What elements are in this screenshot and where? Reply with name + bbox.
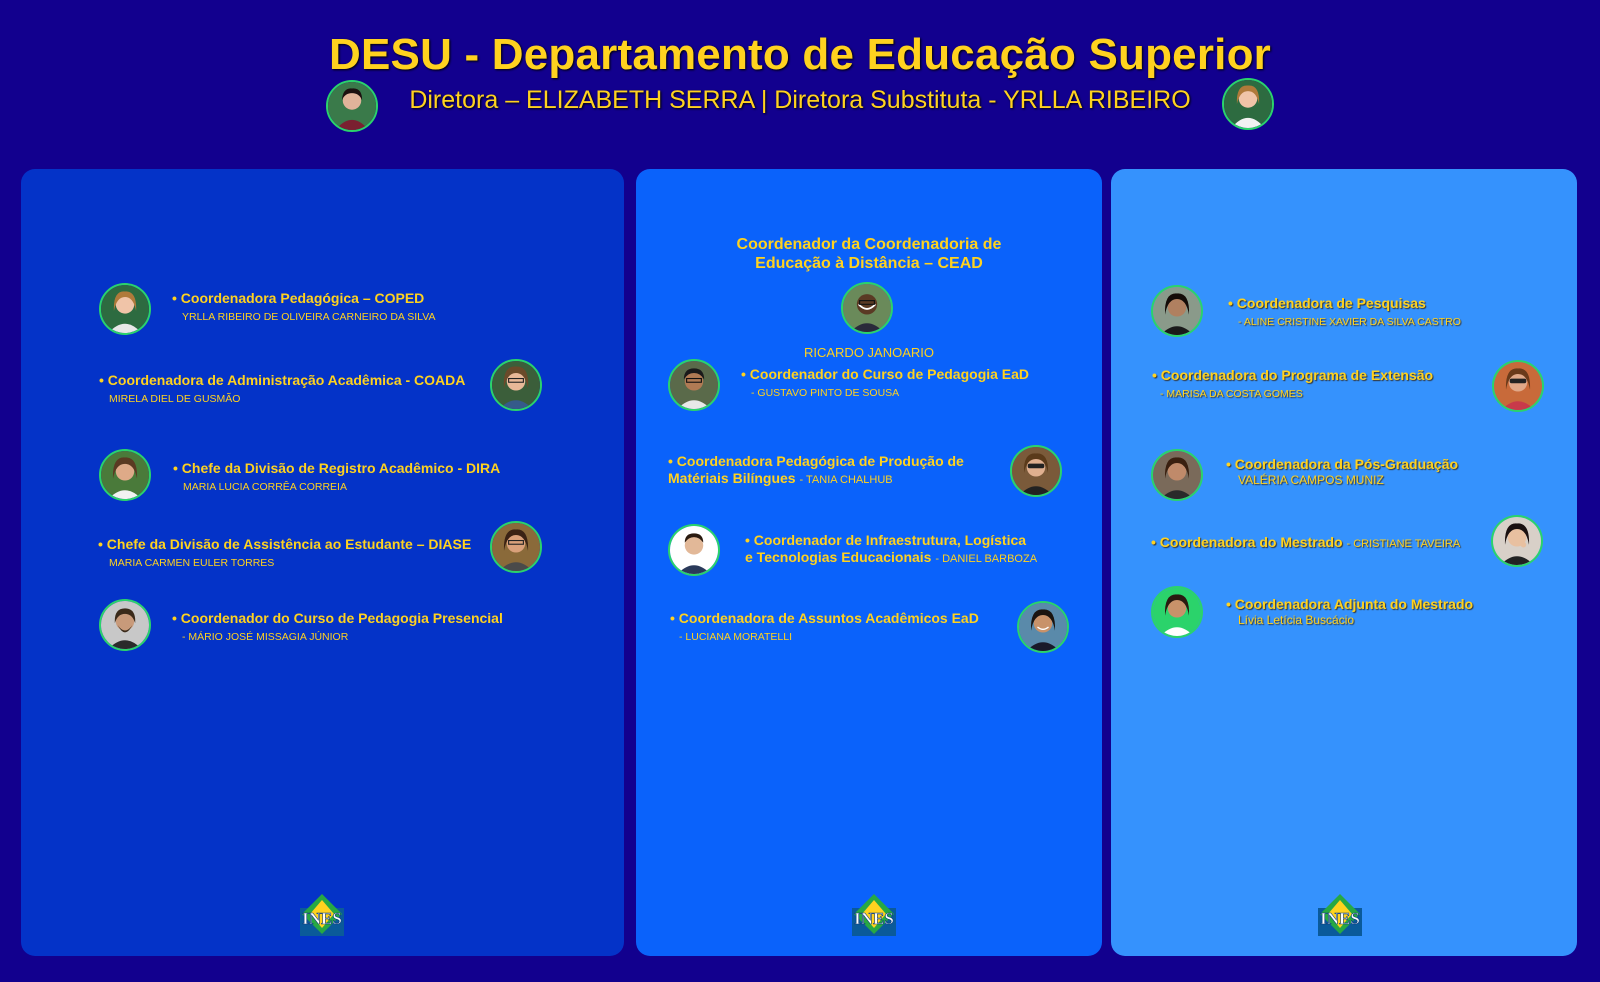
ines-logo [298,894,346,938]
coped-role: • Coordenadora Pedagógica – COPED [172,290,425,306]
pos-graduacao-role: • Coordenadora da Pós-Graduação [1226,456,1459,472]
substitute-director-avatar [1222,78,1274,130]
bilingues-name: - TANIA CHALHUB [799,474,893,486]
infraestrutura-role-line1: • Coordenador de Infraestrutura, Logística [745,532,1027,548]
cead-coordinator-name: RICARDO JANOARIO [803,345,934,360]
extensao-avatar [1492,360,1544,412]
diase-avatar [490,521,542,573]
diase-name: MARIA CARMEN EULER TORRES [109,557,275,569]
pedagogia-ead-avatar [668,359,720,411]
bilingues-role-line2-text: Matériais Bilíngues [668,470,796,486]
pesquisas-role: • Coordenadora de Pesquisas [1228,295,1426,311]
svg-text:INES: INES [302,909,342,928]
cead-coordinator-avatar [841,282,893,334]
cead-title-line1: Coordenador da Coordenadoria de [736,236,1002,253]
svg-text:INES: INES [1320,909,1360,928]
coada-role: • Coordenadora de Administração Acadêmica - COADA [99,372,466,388]
extensao-name: - MARISA DA COSTA GOMES [1160,388,1303,400]
dira-role: • Chefe da Divisão de Registro Acadêmico - DIRA [173,460,501,476]
infraestrutura-role-line2 [745,549,1037,568]
bilingues-role-line2 [668,470,964,489]
panel-cead [636,169,1102,956]
pos-graduacao-avatar [1151,449,1203,501]
pedagogia-presencial-avatar [99,599,151,651]
bilingues-avatar [1010,445,1062,497]
infraestrutura-role [745,532,1037,568]
pedagogia-presencial-role: • Coordenador do Curso de Pedagogia Presencial [172,610,503,626]
diase-role: • Chefe da Divisão de Assistência ao Estudante – DIASE [98,536,472,552]
mestrado-adjunta-avatar [1151,586,1203,638]
ines-logo [1316,894,1364,938]
pos-graduacao-name: VALÉRIA CAMPOS MUNIZ [1238,473,1384,487]
pesquisas-name: - ALINE CRISTINE XAVIER DA SILVA CASTRO [1238,316,1461,328]
infraestrutura-role-line2-text: e Tecnologias Educacionais [745,549,932,565]
mestrado-role-text: • Coordenadora do Mestrado [1151,534,1343,550]
coada-name: MIRELA DIEL DE GUSMÃO [109,393,241,405]
mestrado-avatar [1491,515,1543,567]
coped-name: YRLLA RIBEIRO DE OLIVEIRA CARNEIRO DA SILVA [182,311,436,323]
bilingues-role-line1: • Coordenadora Pedagógica de Produção de [668,453,964,469]
dira-name: MARIA LUCIA CORRÊA CORREIA [183,481,347,493]
extensao-role: • Coordenadora do Programa de Extensão [1152,367,1434,383]
dira-avatar [99,449,151,501]
directors-subtitle: Diretora – ELIZABETH SERRA | Diretora Substituta - YRLLA RIBEIRO [409,86,1191,114]
assuntos-academicos-avatar [1017,601,1069,653]
mestrado-name: - CRISTIANE TAVEIRA [1346,538,1461,550]
mestrado-role [1151,534,1460,553]
coada-avatar [490,359,542,411]
mestrado-adjunta-role: • Coordenadora Adjunta do Mestrado [1226,596,1474,612]
assuntos-academicos-name: - LUCIANA MORATELLI [679,631,792,643]
pedagogia-ead-name: - GUSTAVO PINTO DE SOUSA [751,387,900,399]
svg-text:INES: INES [854,909,894,928]
panel-research-postgrad [1111,169,1577,956]
ines-logo [850,894,898,938]
pesquisas-avatar [1151,285,1203,337]
cead-title [636,235,1102,273]
coped-avatar [99,283,151,335]
page-title: DESU - Departamento de Educação Superior [329,30,1271,79]
pedagogia-ead-role: • Coordenador do Curso de Pedagogia EaD [741,366,1030,382]
assuntos-academicos-role: • Coordenadora de Assuntos Acadêmicos EaD [670,610,979,626]
mestrado-adjunta-name: Lívia Letícia Buscácio [1238,613,1355,627]
infraestrutura-name: - DANIEL BARBOZA [935,553,1038,565]
panel-coordination-left [21,169,624,956]
cead-title-line2: Educação à Distância – CEAD [755,255,983,272]
pedagogia-presencial-name: - MÁRIO JOSÉ MISSAGIA JÚNIOR [182,631,349,643]
bilingues-role [668,453,964,489]
infraestrutura-avatar [668,524,720,576]
